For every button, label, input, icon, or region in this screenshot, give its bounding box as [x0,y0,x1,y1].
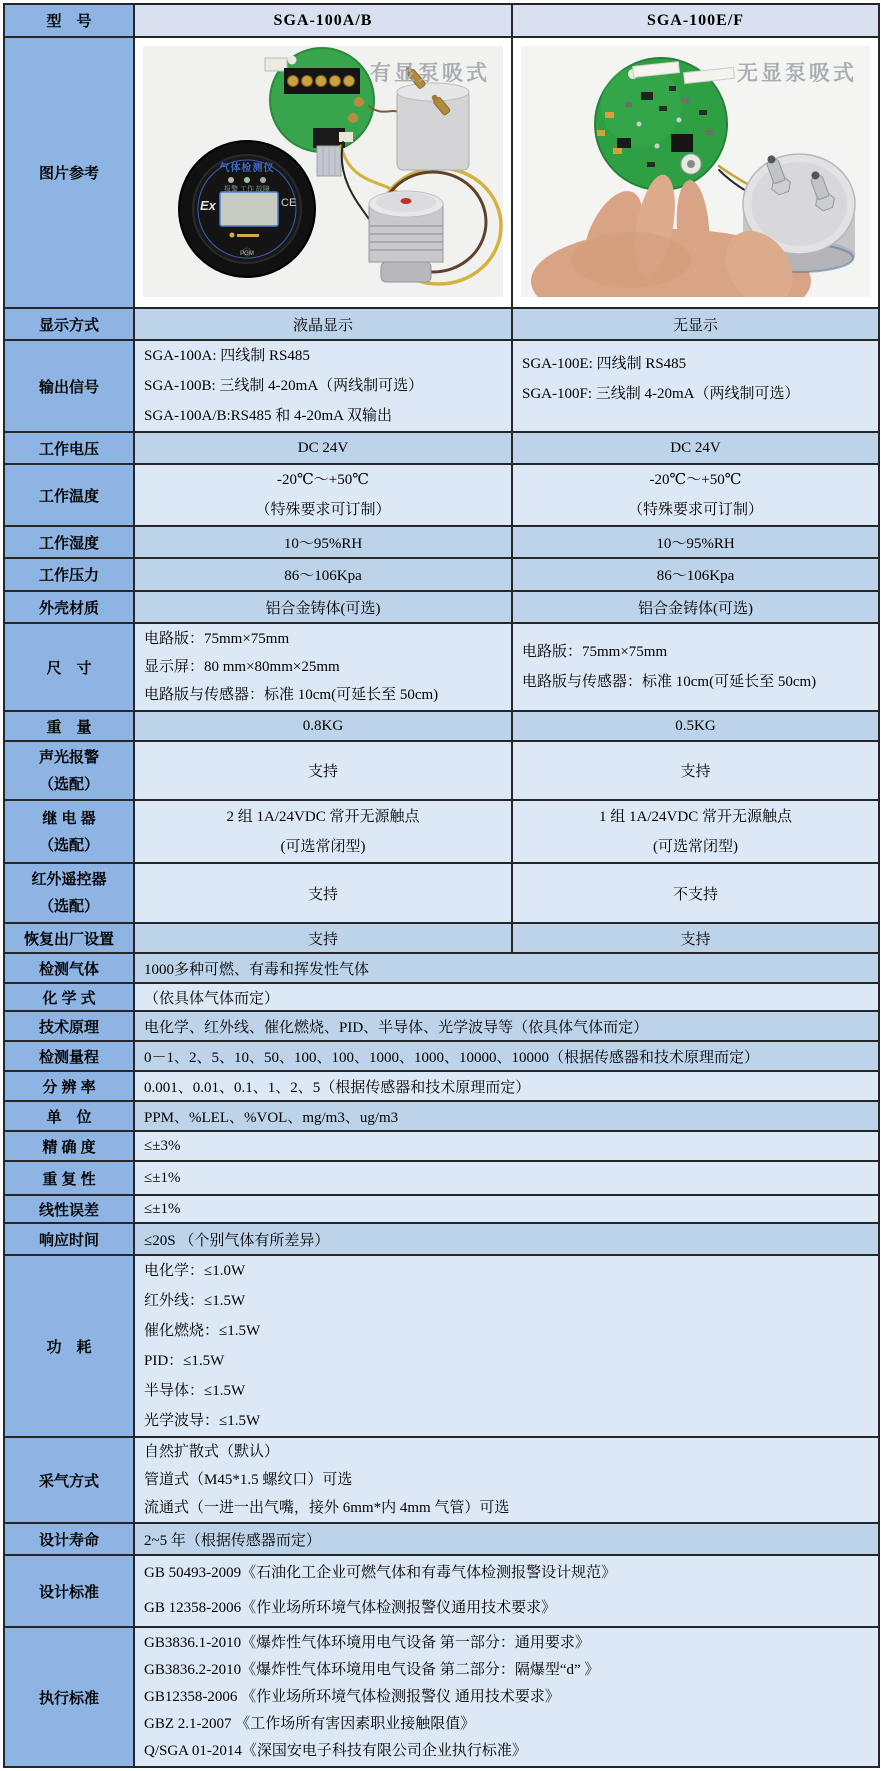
row-label-housing: 外壳材质 [4,591,134,623]
spec-row-resolution [4,1071,879,1101]
cell-exec-standards: GB3836.1-2010《爆炸性气体环境用电气设备 第一部分：通用要求》 GB3836.2-2010《爆炸性气体环境用电气设备 第二部分：隔爆型“d” 》 GB12358-2006 《作业场所环境气体检测报警仪 通用技术要求》 GBZ 2.1-2007 《工作场所有害因素职业接触限值》 Q/SGA 01-2014《深国安电子科技有限公司企业执行标准》 [134,1627,879,1767]
cell-principle: 电化学、红外线、催化燃烧、PID、半导体、光学波导等（依具体气体而定） [134,1011,879,1041]
cell-display-b: 无显示 [512,308,879,340]
cell-housing-b: 铝合金铸体(可选) [512,591,879,623]
row-label-pressure: 工作压力 [4,558,134,591]
cell-voltage-b: DC 24V [512,432,879,464]
row-label-exec-standards: 执行标准 [4,1627,134,1767]
row-label-response: 响应时间 [4,1223,134,1255]
spec-row-factory-reset [4,923,879,953]
watermark-a: 有显泵吸式 [370,62,490,85]
row-label-remote: 红外遥控器 （选配） [4,863,134,923]
spec-row-temperature [4,464,879,526]
header-row [4,4,879,37]
row-label-repeatability: 重 复 性 [4,1161,134,1195]
spec-row-dimensions [4,623,879,711]
row-label-dimensions: 尺 寸 [4,623,134,711]
cell-gases: 1000多种可燃、有毒和挥发性气体 [134,953,879,983]
spec-row-pressure [4,558,879,591]
spec-row-gases [4,953,879,983]
spec-row-accuracy [4,1131,879,1161]
row-label-resolution: 分 辨 率 [4,1071,134,1101]
row-label-temperature: 工作温度 [4,464,134,526]
spec-row-housing [4,591,879,623]
cell-power: 电化学：≤1.0W 红外线：≤1.5W 催化燃烧：≤1.5W PID：≤1.5W 半导体：≤1.5W 光学波导：≤1.5W [134,1255,879,1437]
spec-row-photos [4,37,879,308]
cell-response: ≤20S （个别气体有所差异） [134,1223,879,1255]
row-label-design-standards: 设计标准 [4,1555,134,1627]
row-label-unit: 单 位 [4,1101,134,1131]
device-pgm-label: PGM [240,251,254,257]
row-label-alarm: 声光报警 （选配） [4,741,134,800]
spec-row-power [4,1255,879,1437]
spec-table [3,3,880,1768]
spec-row-linearity [4,1195,879,1223]
column-header-sga100ab: SGA-100A/B [134,4,512,37]
spec-row-relay [4,800,879,863]
row-label-linearity: 线性误差 [4,1195,134,1223]
cell-accuracy: ≤±3% [134,1131,879,1161]
product-photo-sga100ef [521,46,870,297]
row-label-voltage: 工作电压 [4,432,134,464]
spec-row-weight [4,711,879,741]
row-label-sampling: 采气方式 [4,1437,134,1523]
cell-dimensions-b: 电路版：75mm×75mm 电路版与传感器：标准 10cm(可延长至 50cm) [512,623,879,711]
cell-weight-a: 0.8KG [134,711,512,741]
spec-row-exec-standards [4,1627,879,1767]
cell-remote-b: 不支持 [512,863,879,923]
cell-remote-a: 支持 [134,863,512,923]
row-label-lifespan: 设计寿命 [4,1523,134,1555]
row-label-power: 功 耗 [4,1255,134,1437]
spec-row-principle [4,1011,879,1041]
watermark-b: 无显泵吸式 [737,62,857,85]
cell-housing-a: 铝合金铸体(可选) [134,591,512,623]
cell-temperature-a: -20℃～+50℃ （特殊要求可订制） [134,464,512,526]
cell-range: 0－1、2、5、10、50、100、100、1000、1000、10000、10000（根据传感器和技术原理而定） [134,1041,879,1071]
row-label-photos: 图片参考 [4,37,134,308]
spec-row-remote [4,863,879,923]
spec-row-unit [4,1101,879,1131]
row-label-output: 输出信号 [4,340,134,432]
cell-voltage-a: DC 24V [134,432,512,464]
spec-row-humidity [4,526,879,558]
spec-row-design-standards [4,1555,879,1627]
spec-row-lifespan [4,1523,879,1555]
row-label-accuracy: 精 确 度 [4,1131,134,1161]
cell-output-a: SGA-100A: 四线制 RS485 SGA-100B: 三线制 4-20mA（两线制可选） SGA-100A/B:RS485 和 4-20mA 双输出 [134,340,512,432]
cell-unit: PPM、%LEL、%VOL、mg/m3、ug/m3 [134,1101,879,1131]
spec-row-output [4,340,879,432]
cell-relay-a: 2 组 1A/24VDC 常开无源触点 (可选常闭型) [134,800,512,863]
row-label-display: 显示方式 [4,308,134,340]
product-photo-sga100ab [143,46,503,297]
row-label-factory-reset: 恢复出厂设置 [4,923,134,953]
cell-factory-reset-b: 支持 [512,923,879,953]
cell-relay-b: 1 组 1A/24VDC 常开无源触点 (可选常闭型) [512,800,879,863]
row-label-range: 检测量程 [4,1041,134,1071]
model-header-label: 型 号 [4,4,134,37]
device-led-labels: 报警 工作 故障 [224,186,270,193]
cell-lifespan: 2~5 年（根据传感器而定） [134,1523,879,1555]
spec-row-alarm [4,741,879,800]
cell-humidity-a: 10～95%RH [134,526,512,558]
cell-pressure-a: 86～106Kpa [134,558,512,591]
row-label-weight: 重 量 [4,711,134,741]
row-label-gases: 检测气体 [4,953,134,983]
cell-dimensions-a: 电路版：75mm×75mm 显示屏：80 mm×80mm×25mm 电路版与传感器：标准 10cm(可延长至 50cm) [134,623,512,711]
row-label-formula: 化 学 式 [4,983,134,1011]
cell-linearity: ≤±1% [134,1195,879,1223]
device-ex-mark: Ex [200,198,216,213]
device-ce-mark: CE [281,197,297,209]
cell-humidity-b: 10～95%RH [512,526,879,558]
device-title-text: 气体检测仪 [219,163,275,174]
row-label-humidity: 工作湿度 [4,526,134,558]
row-label-principle: 技术原理 [4,1011,134,1041]
cell-sampling: 自然扩散式（默认） 管道式（M45*1.5 螺纹口）可选 流通式（一进一出气嘴，接外 6mm*内 4mm 气管）可选 [134,1437,879,1523]
spec-row-formula [4,983,879,1011]
cell-design-standards: GB 50493-2009《石油化工企业可燃气体和有毒气体检测报警设计规范》 GB 12358-2006《作业场所环境气体检测报警仪通用技术要求》 [134,1555,879,1627]
cell-pressure-b: 86～106Kpa [512,558,879,591]
cell-resolution: 0.001、0.01、0.1、1、2、5（根据传感器和技术原理而定） [134,1071,879,1101]
cell-weight-b: 0.5KG [512,711,879,741]
spec-row-range [4,1041,879,1071]
cell-factory-reset-a: 支持 [134,923,512,953]
spec-row-voltage [4,432,879,464]
column-header-sga100ef: SGA-100E/F [512,4,879,37]
cell-alarm-a: 支持 [134,741,512,800]
cell-repeatability: ≤±1% [134,1161,879,1195]
spec-row-sampling [4,1437,879,1523]
row-label-relay: 继 电 器 （选配） [4,800,134,863]
cell-formula: （依具体气体而定） [134,983,879,1011]
cell-alarm-b: 支持 [512,741,879,800]
spec-row-response [4,1223,879,1255]
spec-row-repeatability [4,1161,879,1195]
cell-display-a: 液晶显示 [134,308,512,340]
spec-row-display [4,308,879,340]
cell-output-b: SGA-100E: 四线制 RS485 SGA-100F: 三线制 4-20mA（两线制可选） [512,340,879,432]
cell-temperature-b: -20℃～+50℃ （特殊要求可订制） [512,464,879,526]
